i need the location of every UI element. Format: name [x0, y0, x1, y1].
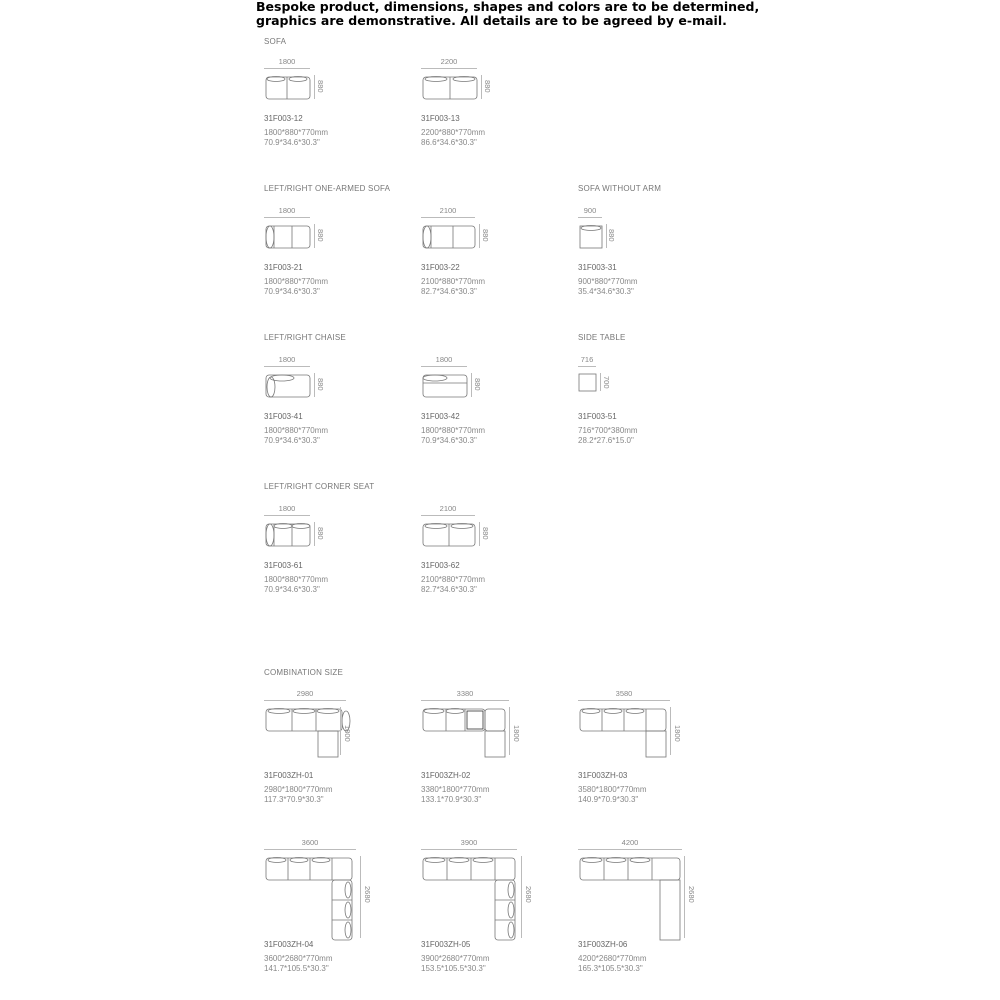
section-title-corner: LEFT/RIGHT CORNER SEAT [264, 482, 375, 491]
combination-drawing [578, 707, 678, 763]
width-dimension-line [421, 700, 509, 701]
product-code: 31F003-13 [421, 114, 460, 123]
spec-inch: 70.9*34.6*30.3" [264, 138, 320, 147]
spec-mm: 1800*880*770mm [264, 426, 329, 435]
combination-drawing [421, 856, 521, 946]
spec-inch: 153.5*105.5*30.3" [421, 964, 486, 973]
spec-inch: 35.4*34.6*30.3" [578, 287, 634, 296]
product-code: 31F003-12 [264, 114, 303, 123]
spec-inch: 86.6*34.6*30.3" [421, 138, 477, 147]
product-card [421, 504, 561, 604]
combination-card [421, 838, 561, 988]
depth-label: 2680 [687, 886, 696, 903]
width-dimension-line [578, 366, 596, 367]
depth-label: 1800 [343, 725, 352, 742]
spec-inch: 117.3*70.9*30.3" [264, 795, 324, 804]
section-title-one-armed: LEFT/RIGHT ONE-ARMED SOFA [264, 184, 391, 193]
width-dimension-line [264, 217, 310, 218]
depth-dimension-line [340, 707, 341, 755]
spec-inch: 70.9*34.6*30.3" [264, 585, 320, 594]
depth-label: 880 [481, 229, 490, 242]
depth-dimension-line [471, 373, 472, 397]
combination-card [264, 689, 404, 809]
width-label: 3900 [460, 838, 478, 847]
product-card [264, 206, 404, 306]
product-code: 31F003ZH-05 [421, 940, 471, 949]
depth-dimension-line [479, 522, 480, 546]
spec-inch: 133.1*70.9*30.3" [421, 795, 482, 804]
section-title-chaise: LEFT/RIGHT CHAISE [264, 333, 346, 342]
section-title-combination: COMBINATION SIZE [264, 668, 344, 677]
depth-label: 2680 [524, 886, 533, 903]
spec-mm: 2200*880*770mm [421, 128, 486, 137]
spec-mm: 3900*2680*770mm [421, 954, 490, 963]
spec-inch: 141.7*105.5*30.3" [264, 964, 329, 973]
product-code: 31F003ZH-03 [578, 771, 628, 780]
spec-mm: 1800*880*770mm [264, 277, 329, 286]
depth-dimension-line [314, 75, 315, 99]
width-label: 1800 [278, 504, 296, 513]
product-card [421, 355, 561, 455]
depth-label: 880 [483, 80, 492, 93]
width-dimension-line [264, 366, 310, 367]
product-code: 31F003-22 [421, 263, 460, 272]
combination-card [264, 838, 404, 988]
section-title-side-table: SIDE TABLE [578, 333, 626, 342]
depth-dimension-line [600, 373, 601, 391]
product-card [421, 57, 561, 157]
depth-dimension-line [521, 856, 522, 938]
width-dimension-line [264, 700, 346, 701]
spec-inch: 28.2*27.6*15.0" [578, 436, 634, 445]
width-label: 716 [580, 355, 594, 364]
combination-drawing [578, 856, 688, 946]
combination-drawing [264, 856, 364, 946]
spec-mm: 3580*1800*770mm [578, 785, 647, 794]
product-card [264, 504, 404, 604]
depth-label: 700 [602, 376, 611, 389]
width-dimension-line [421, 68, 477, 69]
width-label: 2100 [439, 206, 457, 215]
product-code: 31F003-42 [421, 412, 460, 421]
width-label: 3600 [301, 838, 319, 847]
width-label: 2200 [440, 57, 458, 66]
spec-inch: 82.7*34.6*30.3" [421, 287, 477, 296]
depth-dimension-line [479, 224, 480, 248]
spec-mm: 4200*2680*770mm [578, 954, 647, 963]
spec-inch: 165.3*105.5*30.3" [578, 964, 643, 973]
width-dimension-line [578, 217, 602, 218]
product-code: 31F003-41 [264, 412, 303, 421]
width-label: 3580 [615, 689, 633, 698]
product-card [264, 355, 404, 455]
depth-label: 1800 [512, 725, 521, 742]
width-dimension-line [578, 700, 670, 701]
spec-inch: 140.9*70.9*30.3" [578, 795, 639, 804]
depth-label: 880 [473, 378, 482, 391]
depth-label: 880 [316, 229, 325, 242]
product-card [578, 206, 718, 306]
spec-inch: 70.9*34.6*30.3" [264, 436, 320, 445]
depth-dimension-line [314, 522, 315, 546]
width-label: 3380 [456, 689, 474, 698]
chaise-drawing [264, 373, 324, 401]
depth-dimension-line [314, 224, 315, 248]
spec-mm: 1800*880*770mm [421, 426, 486, 435]
spec-mm: 1800*880*770mm [264, 575, 329, 584]
width-label: 1800 [278, 57, 296, 66]
product-code: 31F003-21 [264, 263, 303, 272]
width-dimension-line [264, 515, 310, 516]
spec-mm: 716*700*380mm [578, 426, 638, 435]
product-code: 31F003-61 [264, 561, 303, 570]
width-label: 900 [583, 206, 597, 215]
depth-dimension-line [314, 373, 315, 397]
section-title-sofa: SOFA [264, 37, 287, 46]
spec-mm: 2100*880*770mm [421, 277, 486, 286]
width-dimension-line [264, 849, 356, 850]
width-dimension-line [421, 515, 475, 516]
width-dimension-line [264, 68, 310, 69]
section-title-without-arm: SOFA WITHOUT ARM [578, 184, 662, 193]
depth-label: 880 [316, 527, 325, 540]
depth-label: 880 [316, 378, 325, 391]
width-dimension-line [421, 217, 475, 218]
depth-dimension-line [481, 75, 482, 99]
sofa-drawing [264, 75, 324, 103]
combination-drawing [421, 707, 521, 763]
depth-dimension-line [684, 856, 685, 938]
product-code: 31F003ZH-02 [421, 771, 471, 780]
product-code: 31F003-51 [578, 412, 617, 421]
width-dimension-line [421, 366, 467, 367]
depth-dimension-line [670, 707, 671, 755]
width-label: 1800 [278, 355, 296, 364]
disclaimer-text: Bespoke product, dimensions, shapes and colors are to be determined, graphics are demonstrative. All details are to be agreed by e-mail. [256, 0, 760, 28]
combination-card [578, 838, 718, 988]
width-label: 2980 [296, 689, 314, 698]
width-label: 2100 [439, 504, 457, 513]
sofa-drawing [264, 224, 324, 252]
spec-mm: 3600*2680*770mm [264, 954, 333, 963]
corner-seat-drawing [264, 522, 324, 550]
depth-label: 2680 [363, 886, 372, 903]
spec-inch: 70.9*34.6*30.3" [421, 436, 477, 445]
product-card [578, 355, 718, 455]
width-dimension-line [578, 849, 682, 850]
depth-dimension-line [509, 707, 510, 755]
product-card [264, 57, 404, 157]
depth-dimension-line [360, 856, 361, 938]
spec-mm: 3380*1800*770mm [421, 785, 490, 794]
depth-label: 880 [481, 527, 490, 540]
depth-label: 1800 [673, 725, 682, 742]
combination-card [421, 689, 561, 809]
product-code: 31F003ZH-04 [264, 940, 314, 949]
product-code: 31F003-62 [421, 561, 460, 570]
depth-label: 880 [316, 80, 325, 93]
spec-inch: 70.9*34.6*30.3" [264, 287, 320, 296]
product-code: 31F003ZH-06 [578, 940, 628, 949]
spec-mm: 2980*1800*770mm [264, 785, 333, 794]
product-card [421, 206, 561, 306]
width-dimension-line [421, 849, 517, 850]
depth-label: 880 [607, 229, 616, 242]
product-code: 31F003ZH-01 [264, 771, 314, 780]
chaise-drawing [421, 373, 481, 401]
spec-mm: 900*880*770mm [578, 277, 638, 286]
product-code: 31F003-31 [578, 263, 617, 272]
spec-inch: 82.7*34.6*30.3" [421, 585, 477, 594]
width-label: 1800 [435, 355, 453, 364]
spec-mm: 1800*880*770mm [264, 128, 329, 137]
spec-mm: 2100*880*770mm [421, 575, 486, 584]
width-label: 4200 [621, 838, 639, 847]
width-label: 1800 [278, 206, 296, 215]
combination-card [578, 689, 718, 809]
